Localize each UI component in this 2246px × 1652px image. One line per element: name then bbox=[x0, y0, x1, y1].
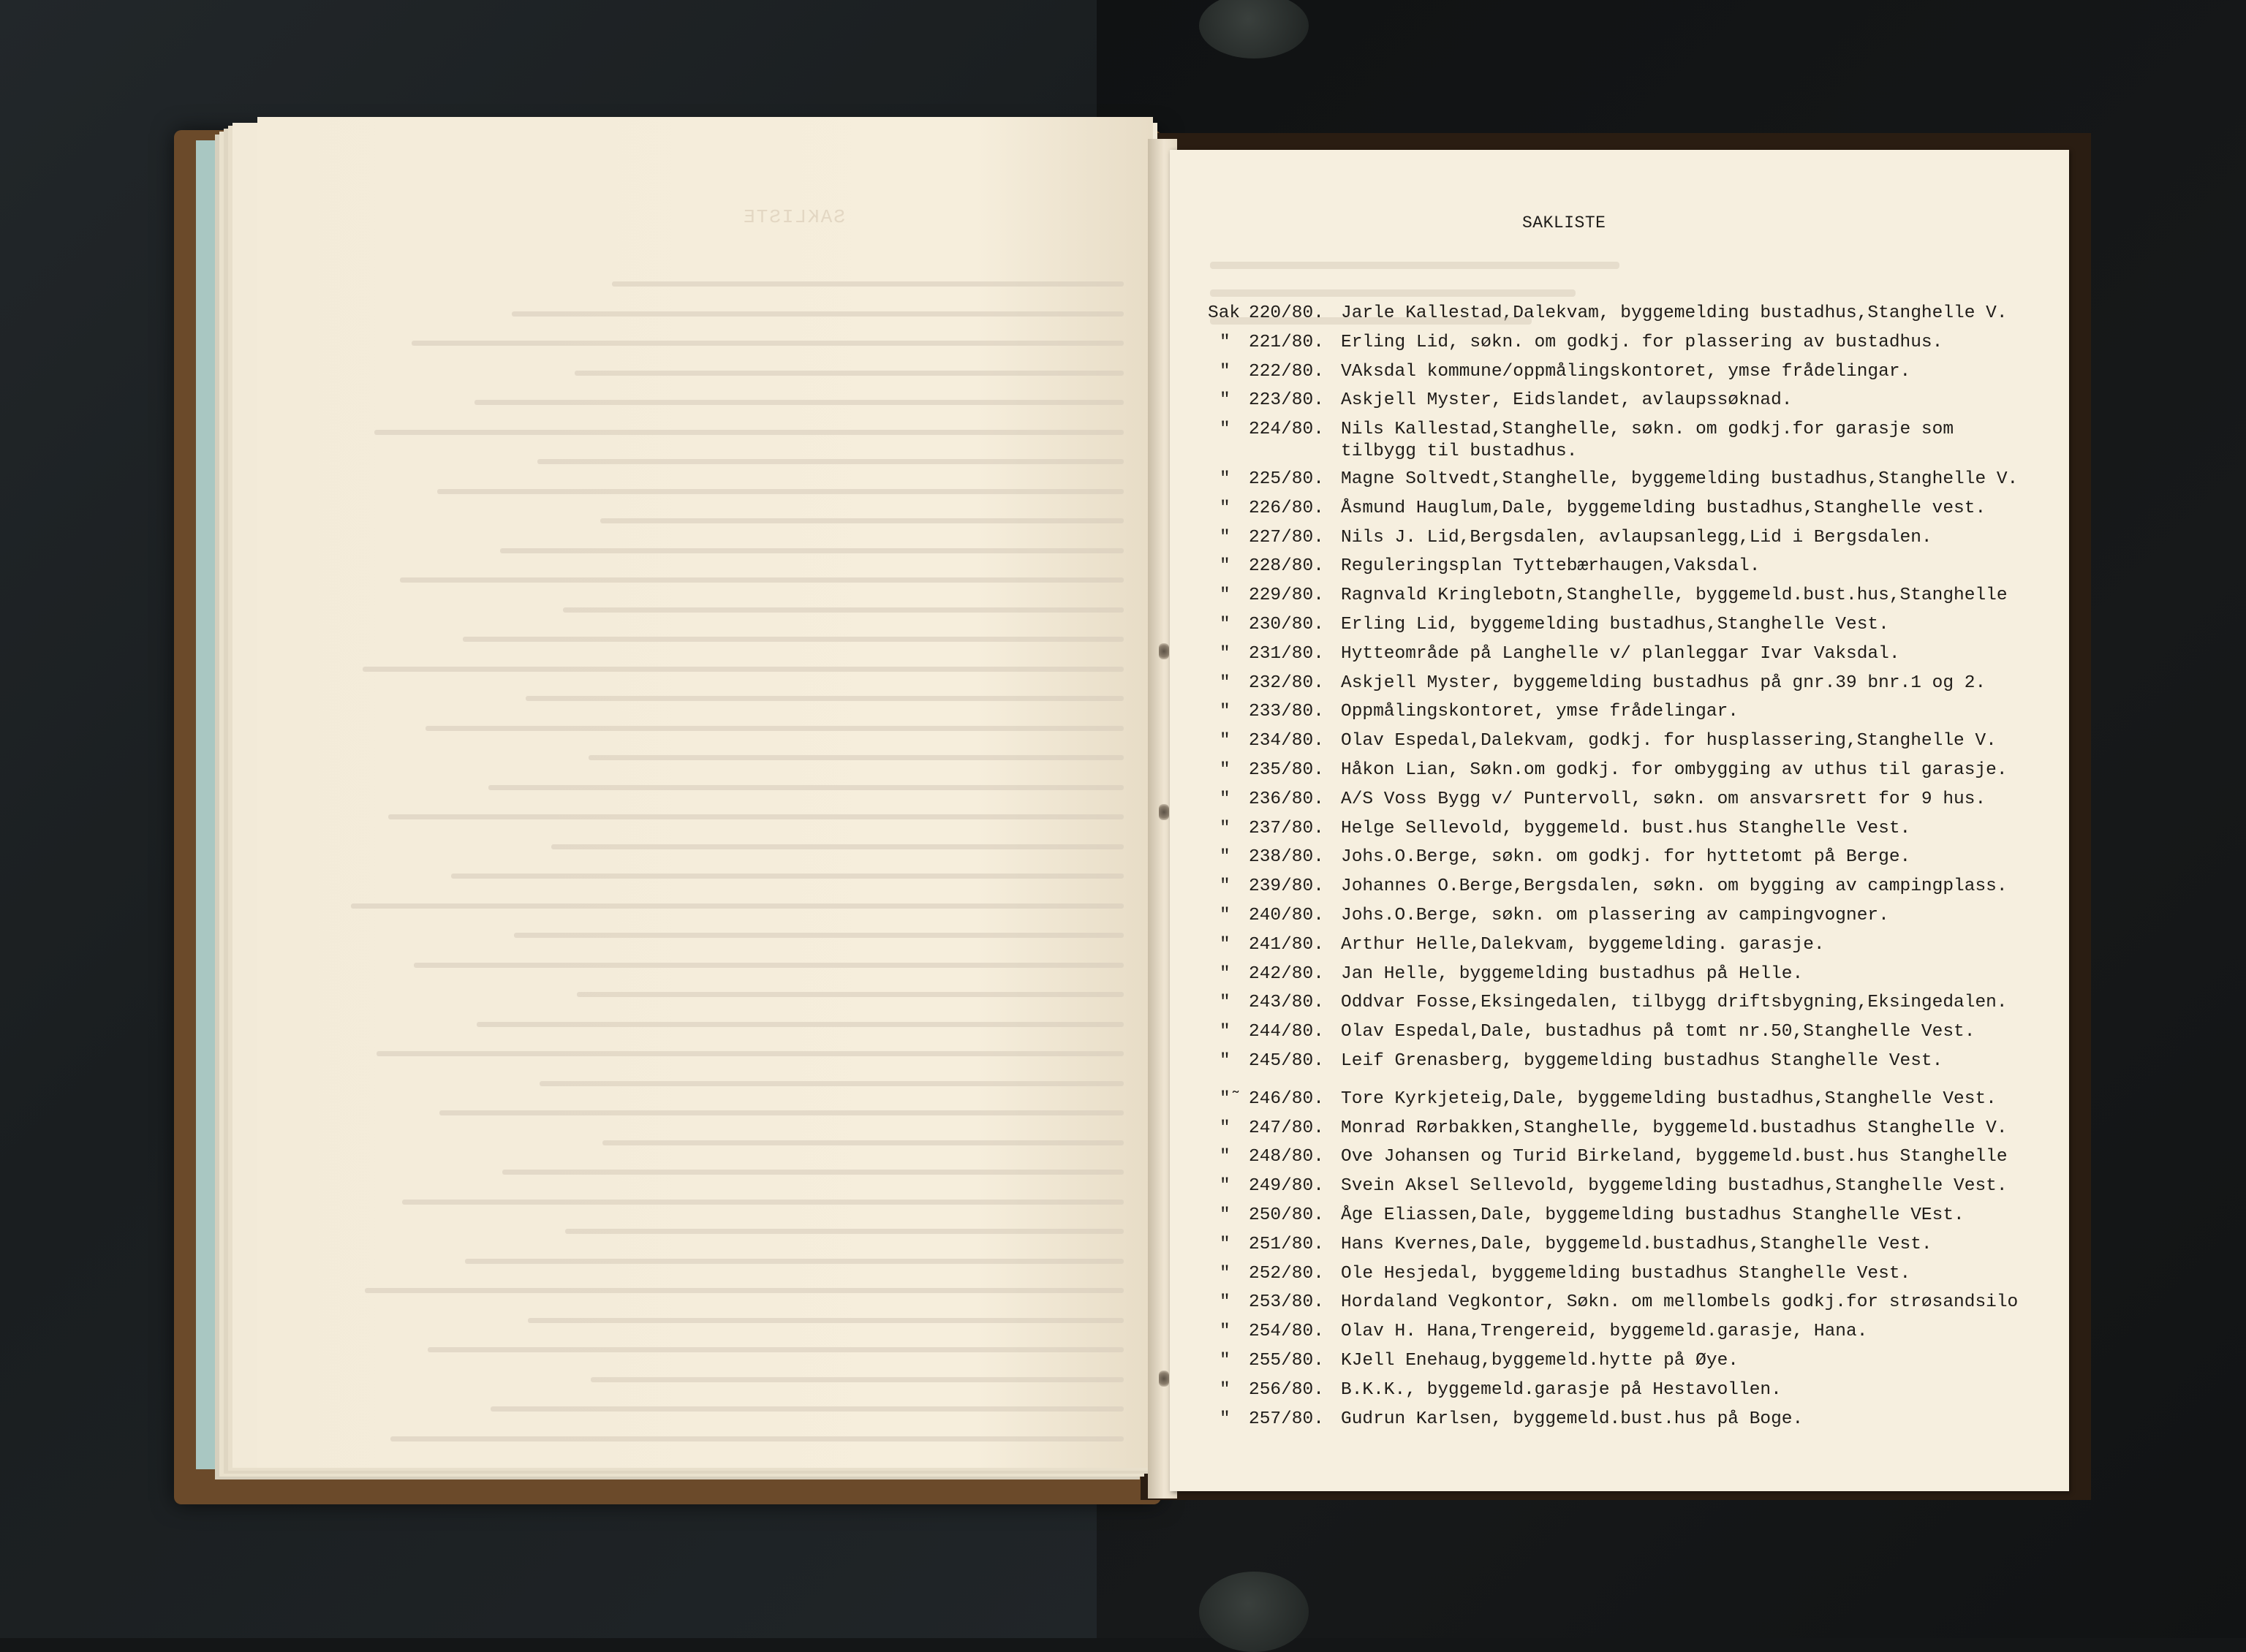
ditto-mark: " bbox=[1220, 1322, 1230, 1342]
ditto-mark: " bbox=[1220, 818, 1230, 838]
bleedthrough-line bbox=[600, 518, 1124, 523]
case-number: 249/80. bbox=[1249, 1176, 1324, 1197]
ditto-mark: " bbox=[1220, 1234, 1230, 1254]
ditto-mark: " bbox=[1220, 789, 1230, 809]
bleedthrough-line bbox=[365, 1288, 1124, 1293]
case-number: 242/80. bbox=[1249, 963, 1324, 984]
ditto-mark: " bbox=[1220, 615, 1230, 634]
ditto-mark: " bbox=[1220, 1147, 1230, 1167]
bleedthrough-line bbox=[551, 844, 1124, 849]
case-number: 230/80. bbox=[1249, 615, 1324, 634]
case-description: Helge Sellevold, byggemeld. bust.hus Stanghelle Vest. bbox=[1341, 818, 1911, 838]
bleedthrough-line bbox=[591, 1377, 1124, 1382]
bleedthrough-line bbox=[437, 489, 1124, 494]
case-description: Tore Kyrkjeteig,Dale, byggemelding bustadhus,Stanghelle Vest. bbox=[1341, 1088, 1997, 1109]
bleedthrough-line bbox=[565, 1229, 1124, 1234]
ditto-mark: " bbox=[1220, 1292, 1230, 1313]
case-number: 231/80. bbox=[1249, 643, 1324, 664]
ditto-mark: " bbox=[1220, 760, 1230, 780]
bleedthrough-line bbox=[602, 1140, 1124, 1145]
ditto-mark: " bbox=[1220, 906, 1230, 925]
case-description: A/S Voss Bygg v/ Puntervoll, søkn. om ansvarsrett for 9 hus. bbox=[1341, 789, 1986, 809]
bottom-hole bbox=[1199, 1572, 1309, 1652]
case-description: Erling Lid, søkn. om godkj. for plassering av bustadhus. bbox=[1341, 332, 1943, 352]
case-description: Johs.O.Berge, søkn. om plassering av campingvogner. bbox=[1341, 906, 1889, 925]
case-number: 256/80. bbox=[1249, 1379, 1324, 1400]
case-description: Leif Grenasberg, byggemelding bustadhus Stanghelle Vest. bbox=[1341, 1051, 1943, 1071]
bleedthrough-line bbox=[474, 400, 1124, 405]
ditto-mark: " bbox=[1220, 847, 1230, 868]
bleedthrough-line bbox=[439, 1110, 1124, 1115]
ditto-mark: " bbox=[1220, 556, 1230, 577]
case-description: Monrad Rørbakken,Stanghelle, byggemeld.bustadhus Stanghelle V. bbox=[1341, 1118, 2008, 1138]
case-number: 250/80. bbox=[1249, 1205, 1324, 1225]
case-description: Arthur Helle,Dalekvam, byggemelding. garasje. bbox=[1341, 934, 1825, 955]
case-number: 227/80. bbox=[1249, 527, 1324, 547]
case-number: 255/80. bbox=[1249, 1351, 1324, 1371]
case-number: 221/80. bbox=[1249, 332, 1324, 352]
case-description: Erling Lid, byggemelding bustadhus,Stanghelle Vest. bbox=[1341, 615, 1889, 634]
ditto-mark: " bbox=[1220, 1379, 1230, 1400]
bleedthrough-line bbox=[463, 637, 1124, 642]
case-number: 244/80. bbox=[1249, 1022, 1324, 1042]
case-description: Hytteområde på Langhelle v/ planleggar Ivar Vaksdal. bbox=[1341, 643, 1900, 664]
case-description: Olav H. Hana,Trengereid, byggemeld.garasje, Hana. bbox=[1341, 1322, 1868, 1342]
ditto-mark: " bbox=[1220, 731, 1230, 751]
case-description: Jarle Kallestad,Dalekvam, byggemelding bustadhus,Stanghelle V. bbox=[1341, 303, 2008, 323]
bleedthrough-line bbox=[563, 607, 1124, 613]
case-description: Hans Kvernes,Dale, byggemeld.bustadhus,Stanghelle Vest. bbox=[1341, 1234, 1932, 1254]
case-number: 243/80. bbox=[1249, 993, 1324, 1013]
case-description: Ole Hesjedal, byggemelding bustadhus Stanghelle Vest. bbox=[1341, 1263, 1911, 1284]
bleedthrough-line bbox=[500, 548, 1124, 553]
case-number: 238/80. bbox=[1249, 847, 1324, 868]
binding-ring bbox=[1159, 1371, 1169, 1387]
page-title: SAKLISTE bbox=[1522, 213, 1606, 232]
case-number: 252/80. bbox=[1249, 1263, 1324, 1284]
case-number: 247/80. bbox=[1249, 1118, 1324, 1138]
ditto-mark: " bbox=[1220, 390, 1230, 411]
ditto-mark: " bbox=[1220, 527, 1230, 547]
ditto-mark: "˜ bbox=[1220, 1088, 1241, 1109]
ditto-mark: " bbox=[1220, 993, 1230, 1013]
case-description: Oddvar Fosse,Eksingedalen, tilbygg driftsbygning,Eksingedalen. bbox=[1341, 993, 2008, 1013]
bleedthrough-line bbox=[540, 1081, 1124, 1086]
case-description: Askjell Myster, byggemelding bustadhus på gnr.39 bnr.1 og 2. bbox=[1341, 672, 1986, 693]
ditto-mark: " bbox=[1220, 643, 1230, 664]
ditto-mark: " bbox=[1220, 1409, 1230, 1429]
case-description: Magne Soltvedt,Stanghelle, byggemelding bustadhus,Stanghelle V. bbox=[1341, 469, 2019, 489]
case-number: 232/80. bbox=[1249, 672, 1324, 693]
ditto-mark: " bbox=[1220, 498, 1230, 518]
ditto-mark: " bbox=[1220, 672, 1230, 693]
bleedthrough-line bbox=[477, 1022, 1124, 1027]
bleedthrough-line bbox=[1210, 317, 1532, 325]
bleedthrough-line bbox=[374, 430, 1124, 435]
case-number: 223/80. bbox=[1249, 390, 1324, 411]
ditto-mark: " bbox=[1220, 420, 1230, 440]
bleedthrough-line bbox=[402, 1200, 1124, 1205]
case-description: Gudrun Karlsen, byggemeld.bust.hus på Boge. bbox=[1341, 1409, 1804, 1429]
bleedthrough-line bbox=[528, 1318, 1124, 1323]
case-description: B.K.K., byggemeld.garasje på Hestavollen. bbox=[1341, 1379, 1782, 1400]
case-description: Oppmålingskontoret, ymse frådelingar. bbox=[1341, 702, 1739, 722]
case-number: 241/80. bbox=[1249, 934, 1324, 955]
bleedthrough-line bbox=[451, 874, 1124, 879]
case-description: Johs.O.Berge, søkn. om godkj. for hyttetomt på Berge. bbox=[1341, 847, 1911, 868]
bleedthrough-line bbox=[1210, 289, 1576, 297]
bleedthrough-line bbox=[390, 1436, 1124, 1441]
case-number: 239/80. bbox=[1249, 876, 1324, 897]
case-description: Åsmund Hauglum,Dale, byggemelding bustadhus,Stanghelle vest. bbox=[1341, 498, 1986, 518]
ditto-mark: " bbox=[1220, 586, 1230, 606]
bleedthrough-line bbox=[589, 755, 1124, 760]
case-number: 234/80. bbox=[1249, 731, 1324, 751]
bleedthrough-line bbox=[400, 577, 1124, 583]
case-description: Askjell Myster, Eidslandet, avlaupssøknad. bbox=[1341, 390, 1793, 411]
case-number: 248/80. bbox=[1249, 1147, 1324, 1167]
bleedthrough-line bbox=[377, 1051, 1124, 1056]
bleedthrough-line bbox=[465, 1259, 1124, 1264]
case-description: KJell Enehaug,byggemeld.hytte på Øye. bbox=[1341, 1351, 1739, 1371]
ditto-mark: " bbox=[1220, 876, 1230, 897]
bleedthrough-line bbox=[514, 933, 1124, 938]
ditto-mark: " bbox=[1220, 1051, 1230, 1071]
case-description: VAksdal kommune/oppmålingskontoret, ymse frådelingar. bbox=[1341, 361, 1911, 382]
case-description: Nils Kallestad,Stanghelle, søkn. om godkj.for garasje som bbox=[1341, 420, 1954, 440]
bleedthrough-line bbox=[537, 459, 1124, 464]
case-number: 228/80. bbox=[1249, 556, 1324, 577]
case-description: Svein Aksel Sellevold, byggemelding bustadhus,Stanghelle Vest. bbox=[1341, 1176, 2008, 1197]
case-number: 251/80. bbox=[1249, 1234, 1324, 1254]
case-description-continued: tilbygg til bustadhus. bbox=[1341, 442, 1578, 462]
case-description: Ove Johansen og Turid Birkeland, byggemeld.bust.hus Stanghelle bbox=[1341, 1147, 2008, 1167]
bleedthrough-line bbox=[512, 311, 1124, 317]
bleedthrough-line bbox=[526, 696, 1124, 701]
case-number: 222/80. bbox=[1249, 361, 1324, 382]
case-number: 229/80. bbox=[1249, 586, 1324, 606]
case-number: 245/80. bbox=[1249, 1051, 1324, 1071]
case-number: 253/80. bbox=[1249, 1292, 1324, 1313]
ditto-mark: " bbox=[1220, 1022, 1230, 1042]
case-description: Hordaland Vegkontor, Søkn. om mellombels godkj.for strøsandsilo bbox=[1341, 1292, 2019, 1313]
ditto-mark: " bbox=[1220, 469, 1230, 489]
bleedthrough-line bbox=[612, 281, 1124, 287]
bleedthrough-line bbox=[428, 1347, 1124, 1352]
binding-ring bbox=[1159, 804, 1169, 820]
bleedthrough-line bbox=[351, 903, 1124, 909]
case-description: Nils J. Lid,Bergsdalen, avlaupsanlegg,Lid i Bergsdalen. bbox=[1341, 527, 1932, 547]
case-number: 240/80. bbox=[1249, 906, 1324, 925]
case-description: Åge Eliassen,Dale, byggemelding bustadhus Stanghelle VEst. bbox=[1341, 1205, 1965, 1225]
binding-ring bbox=[1159, 643, 1169, 659]
case-description: Olav Espedal,Dale, bustadhus på tomt nr.50,Stanghelle Vest. bbox=[1341, 1022, 1975, 1042]
bleedthrough-line bbox=[412, 341, 1124, 346]
case-description: Jan Helle, byggemelding bustadhus på Helle. bbox=[1341, 963, 1804, 984]
ditto-mark: " bbox=[1220, 702, 1230, 722]
ditto-mark: " bbox=[1220, 1205, 1230, 1225]
ditto-mark: " bbox=[1220, 1118, 1230, 1138]
ditto-mark: " bbox=[1220, 934, 1230, 955]
bleedthrough-line bbox=[363, 667, 1124, 672]
case-number: 257/80. bbox=[1249, 1409, 1324, 1429]
bleedthrough-line bbox=[414, 963, 1124, 968]
case-description: Johannes O.Berge,Bergsdalen, søkn. om bygging av campingplass. bbox=[1341, 876, 2008, 897]
bleedthrough-line bbox=[1210, 262, 1619, 269]
case-number: 226/80. bbox=[1249, 498, 1324, 518]
bleedthrough-line bbox=[577, 992, 1124, 997]
ditto-mark: " bbox=[1220, 963, 1230, 984]
bleedthrough-line bbox=[491, 1406, 1124, 1412]
ditto-mark: " bbox=[1220, 1263, 1230, 1284]
bleedthrough-line bbox=[502, 1170, 1124, 1175]
ditto-mark: " bbox=[1220, 1176, 1230, 1197]
case-description: Reguleringsplan Tyttebærhaugen,Vaksdal. bbox=[1341, 556, 1761, 577]
case-number: 237/80. bbox=[1249, 818, 1324, 838]
bleedthrough-line bbox=[488, 785, 1124, 790]
case-number: 225/80. bbox=[1249, 469, 1324, 489]
ditto-mark: " bbox=[1220, 1351, 1230, 1371]
bleedthrough-line bbox=[426, 726, 1124, 731]
case-number: 235/80. bbox=[1249, 760, 1324, 780]
case-description: Håkon Lian, Søkn.om godkj. for ombygging av uthus til garasje. bbox=[1341, 760, 2008, 780]
case-number: 233/80. bbox=[1249, 702, 1324, 722]
left-page-bleedthrough bbox=[257, 117, 1153, 1468]
case-number: 220/80. bbox=[1249, 303, 1324, 323]
case-description: Olav Espedal,Dalekvam, godkj. for husplassering,Stanghelle V. bbox=[1341, 731, 1997, 751]
ditto-mark: Sak bbox=[1208, 303, 1241, 323]
bleedthrough-line bbox=[575, 371, 1124, 376]
case-number: 236/80. bbox=[1249, 789, 1324, 809]
case-description: Ragnvald Kringlebotn,Stanghelle, byggemeld.bust.hus,Stanghelle bbox=[1341, 586, 2008, 606]
ditto-mark: " bbox=[1220, 361, 1230, 382]
case-number: 254/80. bbox=[1249, 1322, 1324, 1342]
ditto-mark: " bbox=[1220, 332, 1230, 352]
case-number: 224/80. bbox=[1249, 420, 1324, 440]
left-page-ghost-title: SAKLISTE bbox=[742, 206, 845, 228]
bleedthrough-line bbox=[388, 814, 1124, 819]
case-number: 246/80. bbox=[1249, 1088, 1324, 1109]
